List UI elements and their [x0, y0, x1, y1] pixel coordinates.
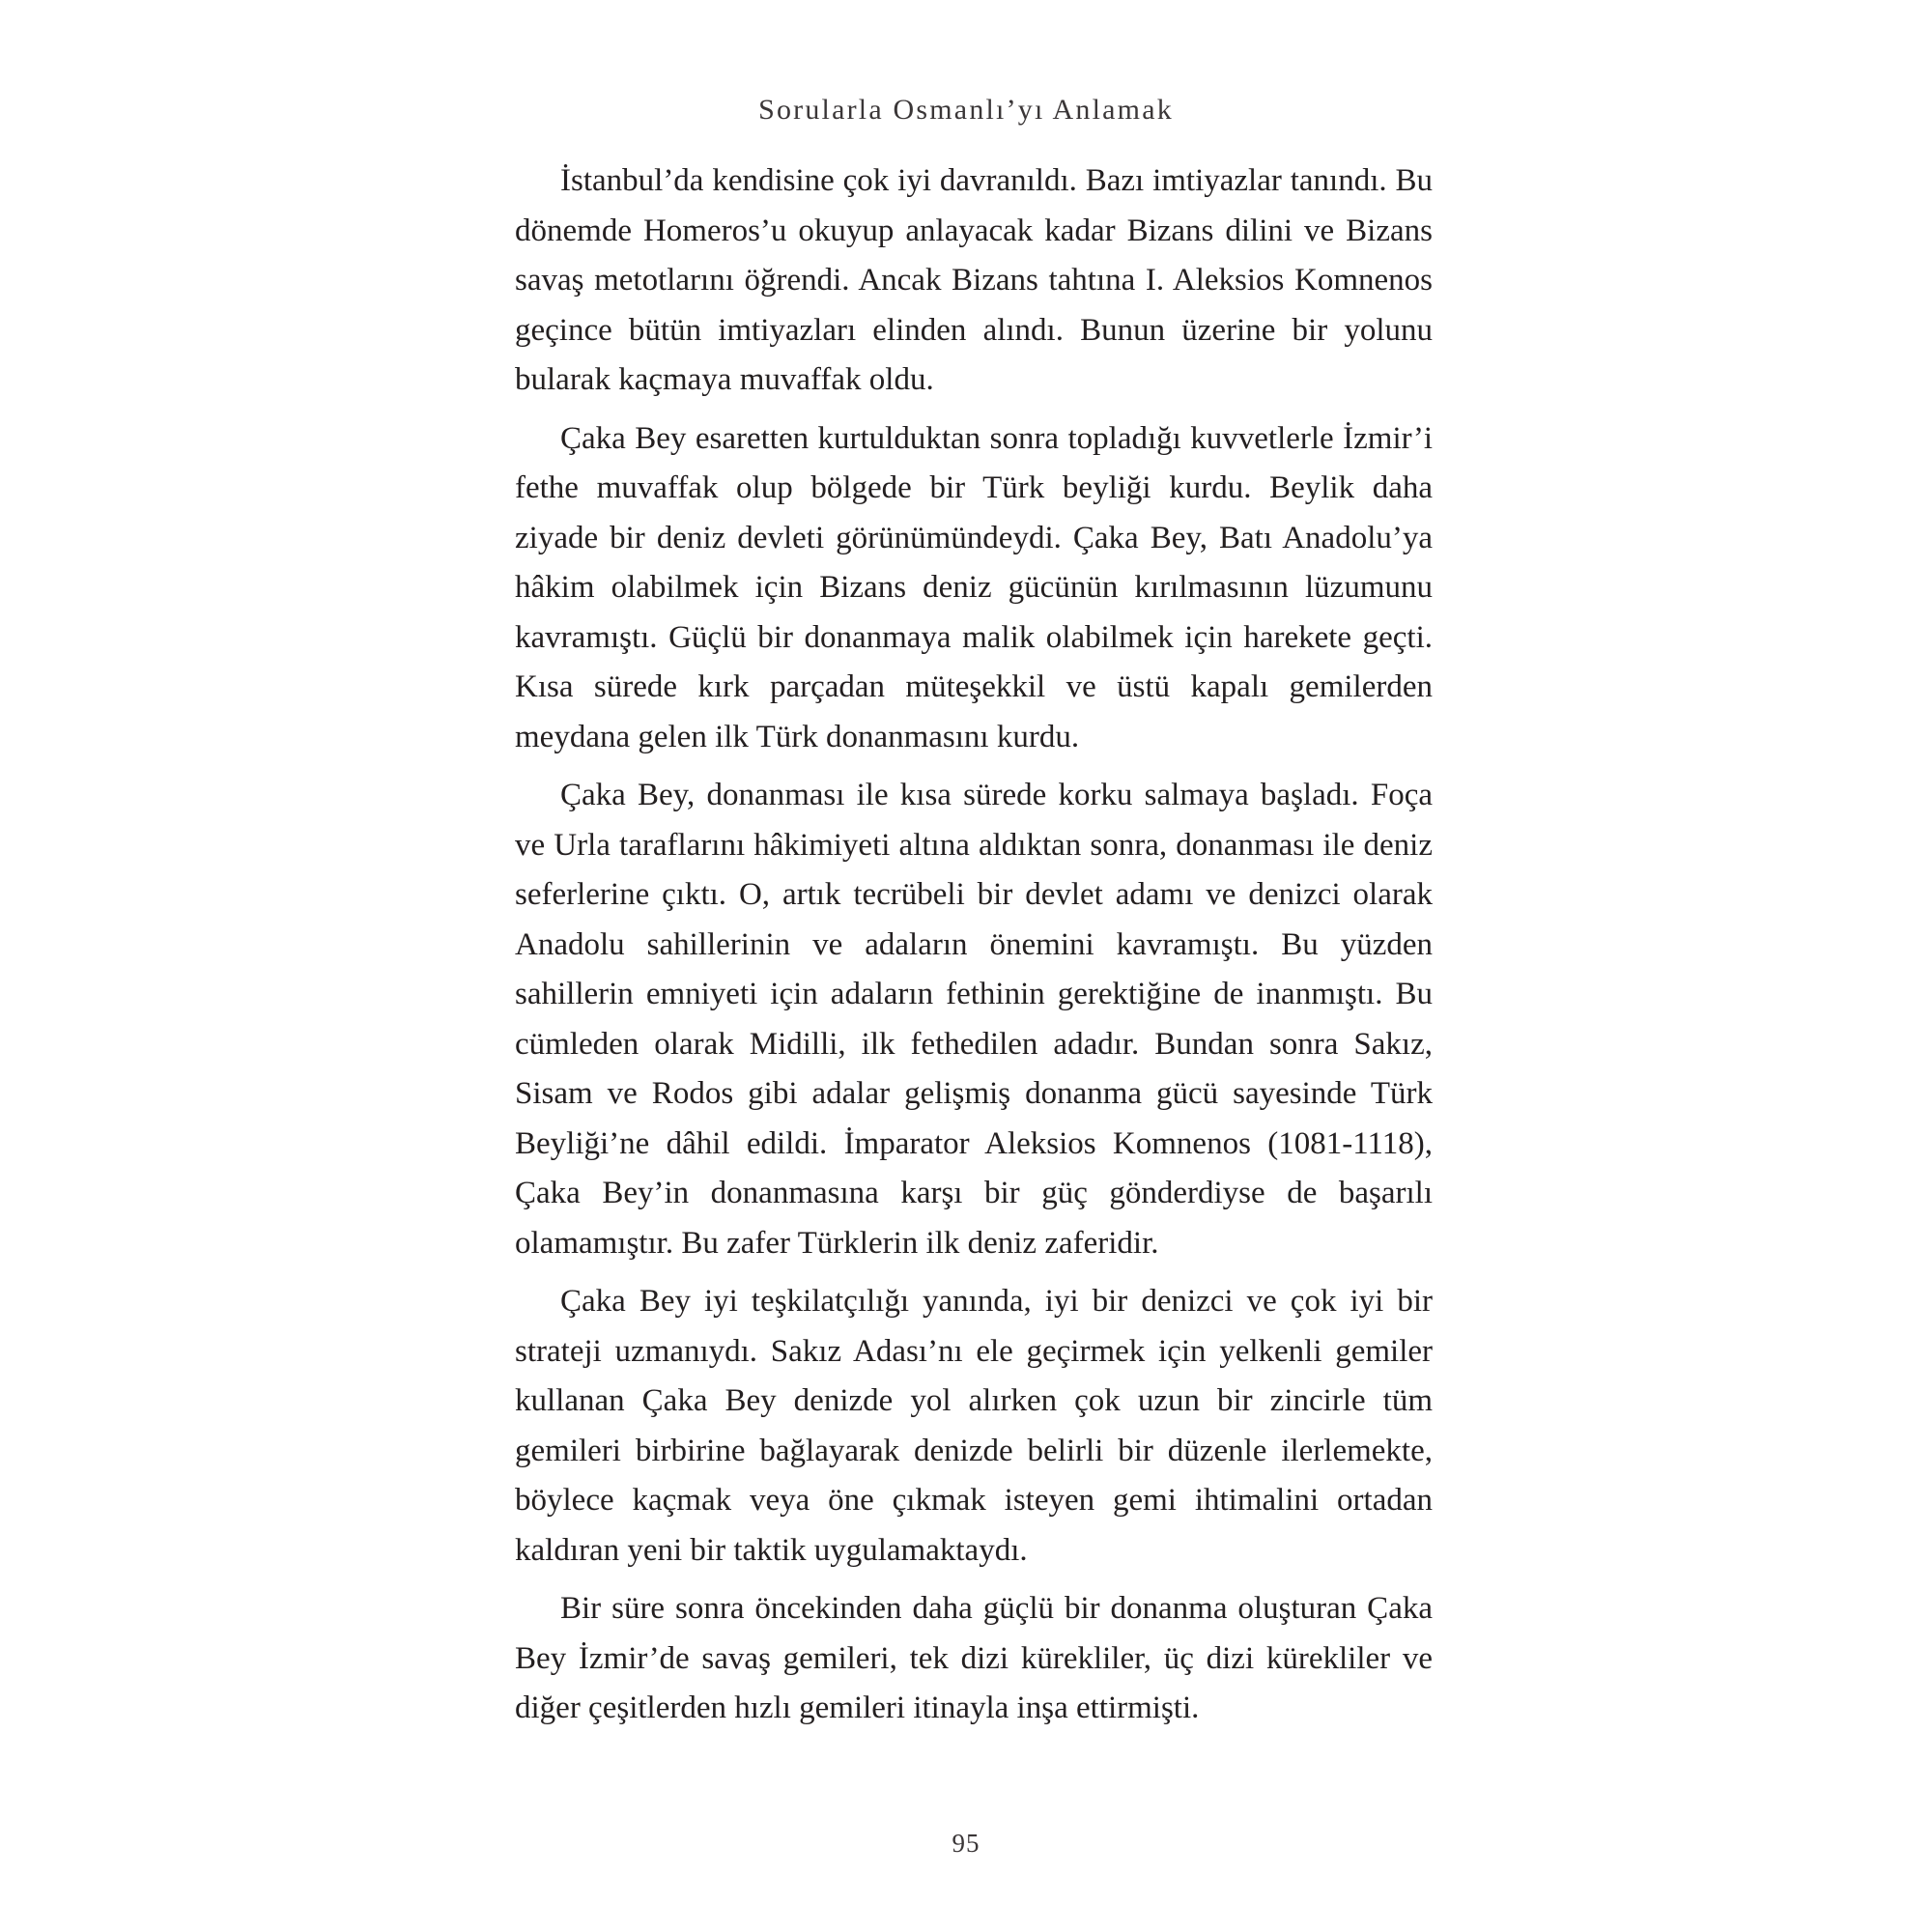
paragraph: Çaka Bey esaretten kurtulduktan sonra topladığı kuvvetlerle İzmir’i fethe muvaffak olup bölgede bir Türk beyliği kurdu. Beylik daha ziyade bir deniz devleti görünümündeydi. Çaka Bey, Batı Anadolu’ya hâkim olabilmek için Bizans deniz gücünün kırılmasının lüzumunu kavramıştı. Güçlü bir donanmaya malik olabilmek için harekete geçti. Kısa sürede kırk parçadan müteşekkil ve üstü kapalı gemilerden meydana gelen ilk Türk donanmasını kurdu. — [515, 420, 1433, 754]
paragraph: Çaka Bey iyi teşkilatçılığı yanında, iyi bir denizci ve çok iyi bir strateji uzmanıydı. Sakız Adası’nı ele geçirmek için yelkenli gemiler kullanan Çaka Bey denizde yol alırken çok uzun bir zincirle tüm gemileri birbirine bağlayarak denizde belirli bir düzenle ilerlemekte, böylece kaçmak veya öne çıkmak isteyen gemi ihtimalini ortadan kaldıran yeni bir taktik uygulamaktaydı. — [515, 1284, 1433, 1568]
paragraph: Bir süre sonra öncekinden daha güçlü bir donanma oluşturan Çaka Bey İzmir’de savaş gemileri, tek dizi kürekliler, üç dizi kürekliler ve diğer çeşitlerden hızlı gemileri itinayla inşa ettirmişti. — [515, 1591, 1433, 1725]
page-number: 95 — [952, 1829, 980, 1858]
paragraph: Çaka Bey, donanması ile kısa sürede korku salmaya başladı. Foça ve Urla taraflarını hâkimiyeti altına aldıktan sonra, donanması ile deniz seferlerine çıktı. O, artık tecrübeli bir devlet adamı ve denizci olarak Anadolu sahillerinin ve adaların önemini kavramıştı. Bu yüzden sahillerin emniyeti için adaların fethinin gerektiğine de inanmıştı. Bu cümleden olarak Midilli, ilk fethedilen adadır. Bundan sonra Sakız, Sisam ve Rodos gibi adalar gelişmiş donanma gücü sayesinde Türk Beyliği’ne dâhil edildi. İmparator Aleksios Komnenos (1081-1118), Çaka Bey’in donanmasına karşı bir güç gönderdiyse de başarılı olamamıştır. Bu zafer Türklerin ilk deniz zaferidir. — [515, 778, 1433, 1261]
body-text — [515, 156, 1433, 1743]
running-head: Sorularla Osmanlı’yı Anlamak — [758, 94, 1174, 126]
paragraph: İstanbul’da kendisine çok iyi davranıldı. Bazı imtiyazlar tanındı. Bu dönemde Homeros’u okuyup anlayacak kadar Bizans dilini ve Bizans savaş metotlarını öğrendi. Ancak Bizans tahtına I. Aleksios Komnenos geçince bütün imtiyazları elinden alındı. Bunun üzerine bir yolunu bularak kaçmaya muvaffak oldu. — [515, 163, 1433, 397]
